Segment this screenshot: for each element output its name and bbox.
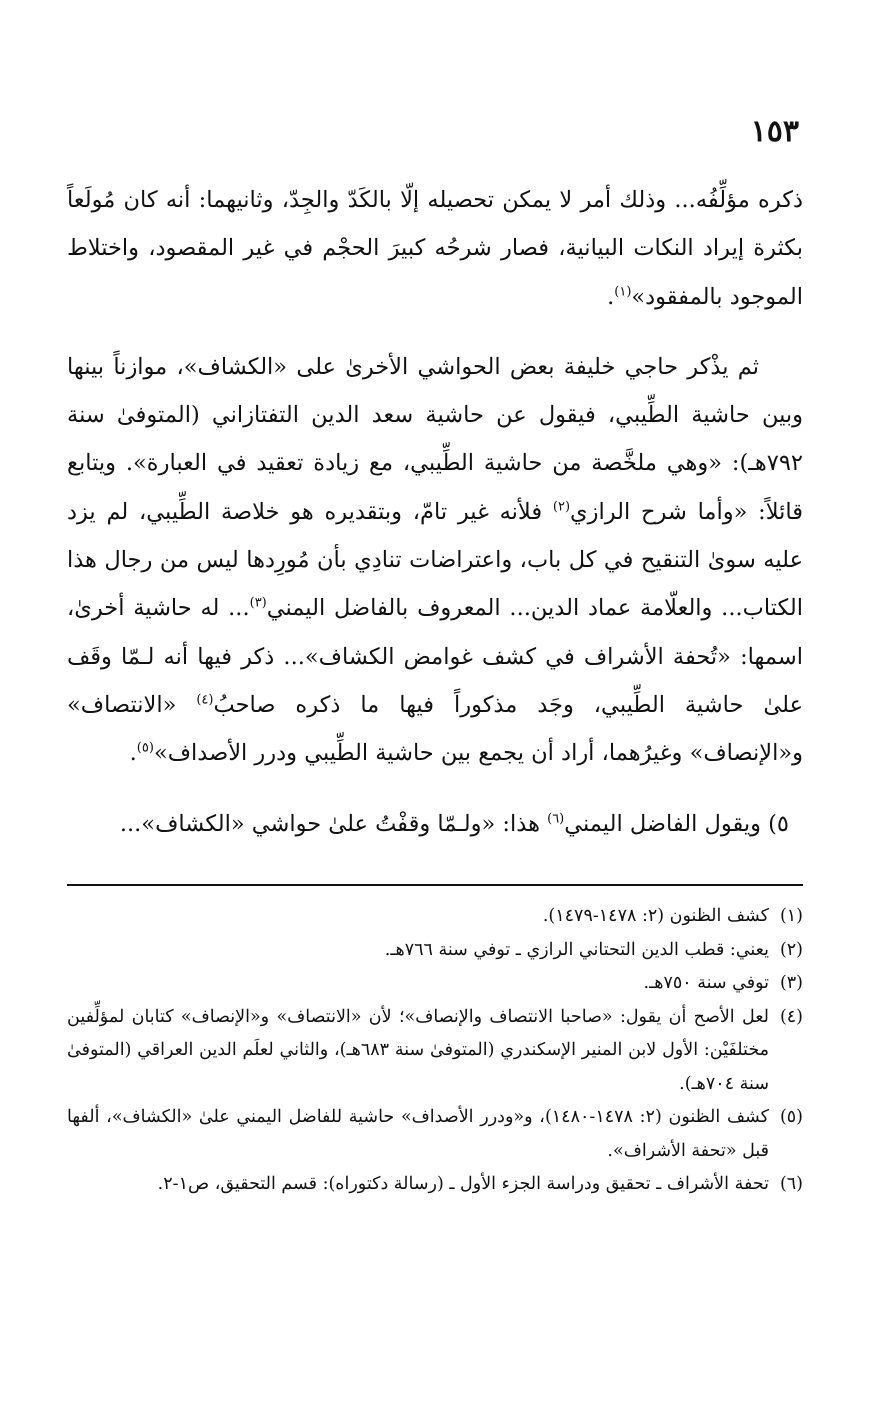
footnote-separator — [67, 884, 803, 886]
footnote-text: توفي سنة ٧٥٠هـ. — [643, 973, 769, 993]
footnote-ref-1: (١) — [614, 284, 632, 300]
footnote-number: (١) — [779, 906, 803, 926]
paragraph-2-text-c: ... له حاشية أخرىٰ، اسمها: «تُحفة الأشراف في كشف غوامض الكشاف»... ذكر فيها أنه لـمّا وقَف علىٰ حاشية الطِّيبي، وجَد مذكوراً فيها ما ذكره صاحبُ — [67, 595, 804, 718]
paragraph-1-text: ذكره مؤلِّفُه... وذلك أمر لا يمكن تحصيله إلّا بالكَدّ والجِدّ، وثانيهما: أنه كان مُولَعاً بكثرة إيراد النكات البيانية، فصار شرحُه كبيرَ الحجْم في غير المقصود، واختلاط الموجود بالمفقود» — [67, 187, 803, 310]
paragraph-3 — [67, 800, 803, 848]
footnote-number: (٥) — [779, 1107, 803, 1127]
paragraph-2-text-d: «الانتصاف» و«الإنصاف» وغيرُهما، أراد أن يجمع بين حاشية الطِّيبي ودرر الأصداف» — [67, 691, 803, 767]
footnote-3 — [67, 967, 803, 1001]
paragraph-1: ذكره مؤلِّفُه... وذلك أمر لا يمكن تحصيله إلّا بالكَدّ والجِدّ، وثانيهما: أنه كان مُولَعاً بكثرة إيراد النكات البيانية، فصار شرحُه كبيرَ الحجْم في غير المقصود، واختلاط الموجود بالمفقود»$^{(١)}$. — [67, 187, 803, 310]
footnote-2 — [67, 934, 803, 968]
footnote-5 — [67, 1101, 803, 1168]
footnote-4 — [67, 1001, 803, 1102]
footnote-ref-3: (٣) — [249, 595, 267, 611]
footnote-6 — [67, 1168, 803, 1202]
body-text — [67, 176, 803, 848]
footnote-number: (٤) — [779, 1006, 803, 1027]
footnote-1 — [67, 900, 803, 934]
paragraph-2-text-b: فلأنه غير تامّ، وبتقديره هو خلاصة الطِّيبي، لم يزد عليه سوىٰ التنقيح في كل باب، واعتراضات تنادِي بأن مُورِدها ليس من رجال هذا الكتاب... والعلّامة عماد الدين... المعروف بالفاضل اليمني — [67, 498, 803, 622]
footnote-text: يعني: قطب الدين التحتاني الرازي ـ توفي سنة ٧٦٦هـ. — [384, 939, 769, 960]
footnote-number: (٣) — [779, 973, 803, 993]
footnote-text: كشف الظنون (٢: ١٤٧٨-١٤٧٩). — [542, 906, 769, 926]
paragraph-3-text-a: ٥) ويقول الفاضل اليمني — [564, 810, 789, 837]
footnote-ref-2: (٢) — [552, 499, 571, 515]
footnote-ref-4: (٤) — [196, 692, 214, 708]
page-number: ١٥٣ — [750, 114, 799, 149]
paragraph-2-text-a: ثم يذْكر حاجي خليفة بعض الحواشي الأخرىٰ على «الكشاف»، موازناً بينها وبين حاشية الطِّيبي، فيقول عن حاشية سعد الدين التفتازاني (المتوفىٰ سنة ٧٩٢هـ): «وهي ملخَّصة من حاشية الطِّيبي، مع زيادة تعقيد في العبارة». ويتابع قائلاً: «وأما شرح الرازي — [67, 353, 803, 525]
footnote-number: (٦) — [779, 1174, 803, 1194]
footnote-text: كشف الظنون (٢: ١٤٧٨-١٤٨٠)، و«ودرر الأصداف» حاشية للفاضل اليمني علىٰ «الكشاف»، ألفها قبل «تحفة الأشراف». — [67, 1107, 770, 1161]
footnote-text: لعل الأصح أن يقول: «صاحبا الانتصاف والإنصاف»؛ لأن «الانتصاف» و«الإنصاف» كتابان لمؤلِّفين مختلفَيْن: الأول لابن المنير الإسكندري (المتوفىٰ سنة ٦٨٣هـ)، والثاني لعلَم الدين العراقي (المتوفىٰ سنة ٧٠٤هـ). — [67, 1006, 769, 1094]
paragraph-2: ثم يذْكر حاجي خليفة بعض الحواشي الأخرىٰ على «الكشاف»، موازناً بينها وبين حاشية الطِّيبي، فيقول عن حاشية سعد الدين التفتازاني (المتوفىٰ سنة ٧٩٢هـ): «وهي ملخَّصة من حاشية الطِّيبي، مع زيادة تعقيد في العبارة». ويتابع قائلاً: «وأما شرح الرازي$^{(٢)}$ فلأنه غير تامّ، وبتقديره هو خلاصة الطِّيبي، لم يزد عليه سوىٰ التنقيح في كل باب، واعتراضات تنادِي بأن مُورِدها ليس من رجال هذا الكتاب... والعلّامة عماد الدين... المعروف بالفاضل اليمني$^{(٣)}$... له حاشية أخرىٰ، اسمها: «تُحفة الأشراف في كشف غوامض الكشاف»... ذكر فيها أنه لـمّا وقَف علىٰ حاشية الطِّيبي، وجَد مذكوراً فيها ما ذكره صاحبُ$^{(٤)}$ «الانتصاف» و«الإنصاف» وغيرُهما، أراد أن يجمع بين حاشية الطِّيبي ودرر الأصداف»$^{(٥)}$. — [67, 353, 804, 767]
paragraph-3-text-b: هذا: «ولـمّا وقفْتُ علىٰ حواشي «الكشاف»... — [119, 810, 540, 837]
footnote-ref-6: (٦) — [547, 811, 565, 827]
footnote-number: (٢) — [779, 939, 803, 960]
footnote-ref-5: (٥) — [136, 740, 154, 756]
footnotes — [67, 900, 803, 1202]
footnote-text: تحفة الأشراف ـ تحقيق ودراسة الجزء الأول ـ (رسالة دكتوراه): قسم التحقيق، ص١-٢. — [157, 1174, 769, 1194]
